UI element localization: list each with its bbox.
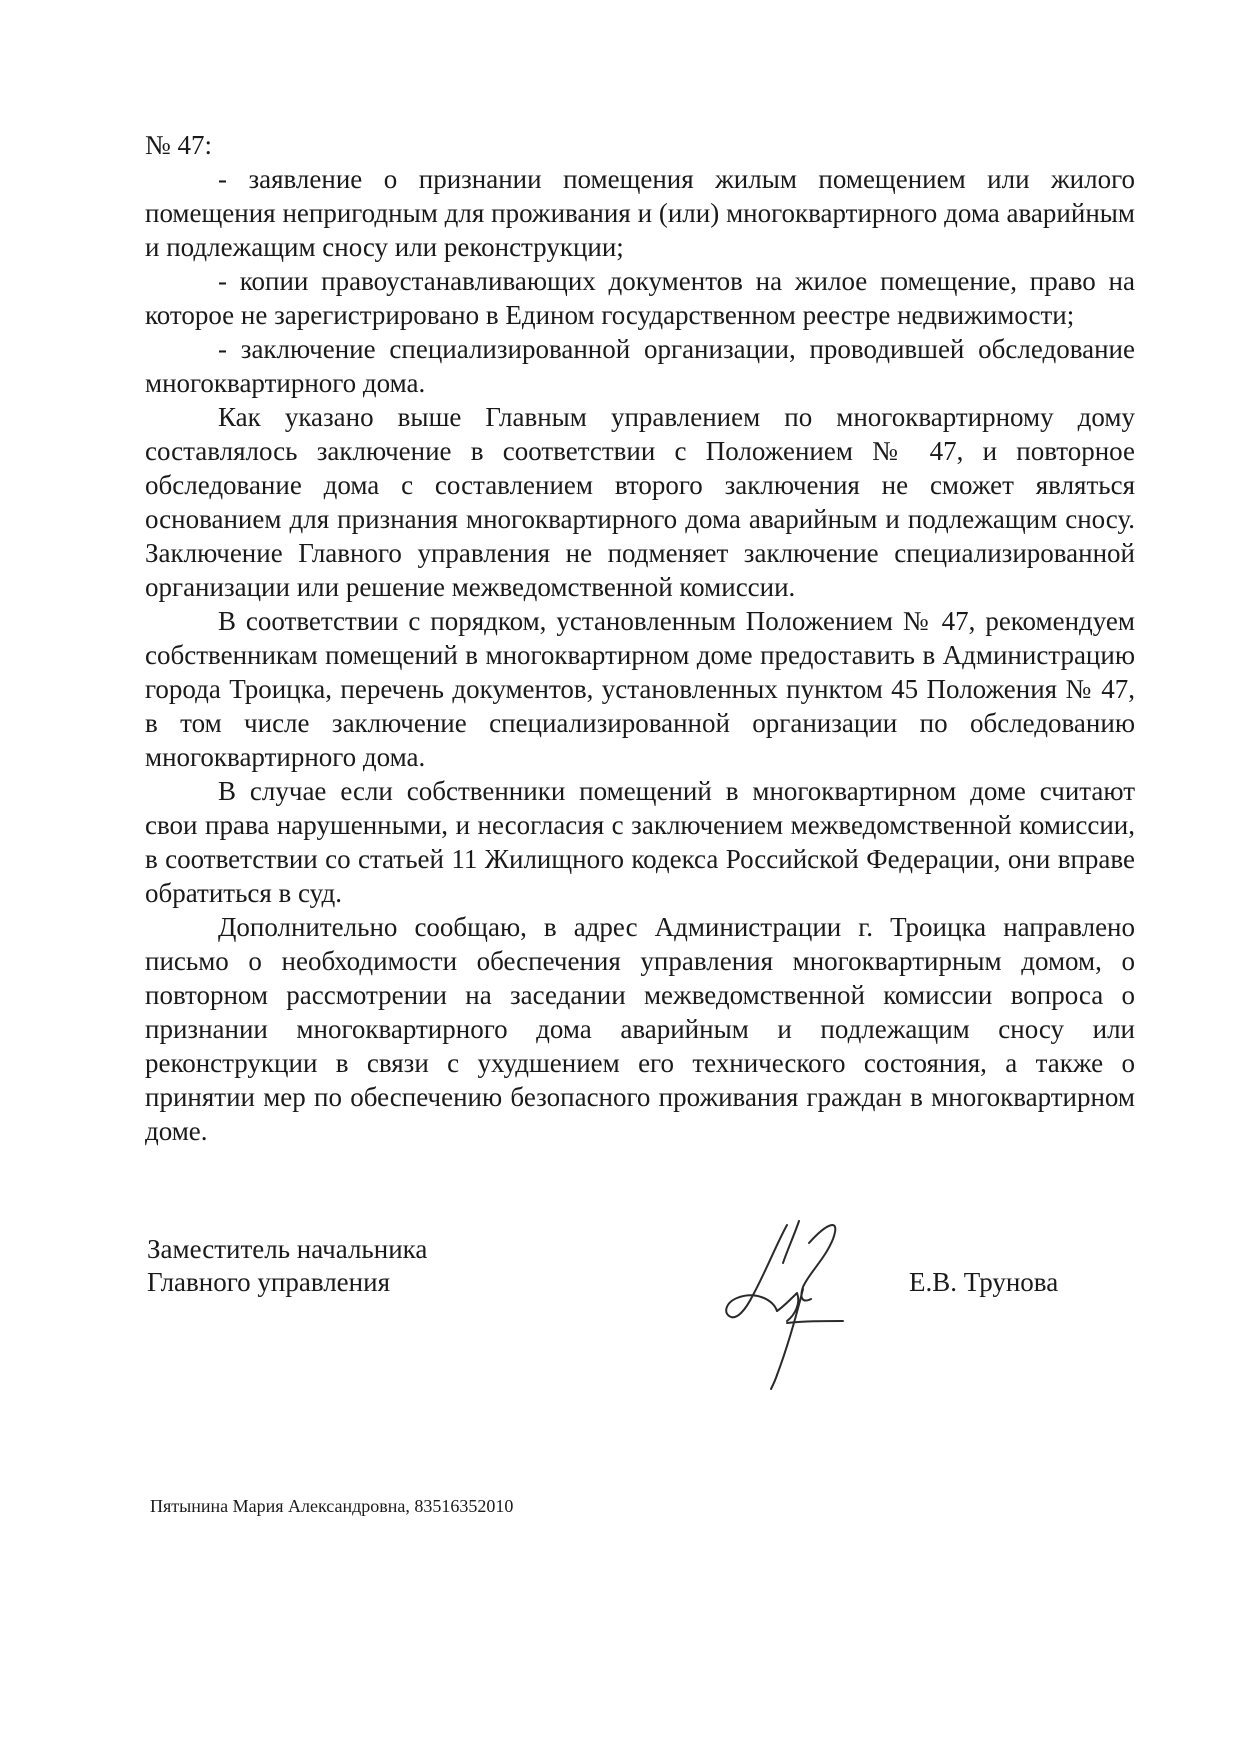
document-body xyxy=(145,128,1135,1148)
paragraph-conclusion: Как указано выше Главным управлением по многоквартирному дому составлялось заключение в соответствии с Положением № 47, и повторное обследование дома с составлением второго заключения не сможет являться основанием для признания многоквартирного дома аварийным и подлежащим сносу. Заключение Главного управления не подменяет заключение специализированной организации или решение межведомственной комиссии. xyxy=(145,402,1135,602)
list-item-application: - заявление о признании помещения жилым помещением или жилого помещения непригодным для проживания и (или) многоквартирного дома аварийным и подлежащим сносу или реконструкции; xyxy=(145,164,1135,262)
paragraph-additional-info: Дополнительно сообщаю, в адрес Администрации г. Троицка направлено письмо о необходимости обеспечения управления многоквартирным домом, о повторном рассмотрении на заседании межведомственной комиссии вопроса о признании многоквартирного дома аварийным и подлежащим сносу или реконструкции в связи с ухудшением его технического состояния, а также о принятии мер по обеспечению безопасного проживания граждан в многоквартирном доме. xyxy=(145,912,1135,1146)
list-item-expert-conclusion: - заключение специализированной организации, проводившей обследование многоквартирного дома. xyxy=(145,334,1135,398)
paragraph-recommendation: В соответствии с порядком, установленным Положением № 47, рекомендуем собственникам помещений в многоквартирном доме предоставить в Администрацию города Троицка, перечень документов, установленных пунктом 45 Положения № 47, в том числе заключение специализированной организации по обследованию многоквартирного дома. xyxy=(145,606,1135,772)
signer-position xyxy=(147,1233,427,1299)
paragraph-court-rights: В случае если собственники помещений в многоквартирном доме считают свои права нарушенными, и несогласия с заключением межведомственной комиссии, в соответствии со статьей 11 Жилищного кодекса Российской Федерации, они вправе обратиться в суд. xyxy=(145,776,1135,908)
signature-block xyxy=(147,1233,1137,1413)
paragraph-continuation: № 47: xyxy=(145,130,213,160)
signer-position-line1: Заместитель начальника xyxy=(147,1234,428,1264)
handwritten-signature-icon xyxy=(627,1203,927,1393)
signer-position-line2: Главного управления xyxy=(147,1267,390,1297)
signer-name: Е.В. Трунова xyxy=(909,1267,1059,1297)
contact-info: Пятынина Мария Александровна, 83516352010 xyxy=(150,1496,514,1516)
list-item-ownership-documents: - копии правоустанавливающих документов на жилое помещение, право на которое не зарегистрировано в Едином государственном реестре недвижимости; xyxy=(145,266,1135,330)
